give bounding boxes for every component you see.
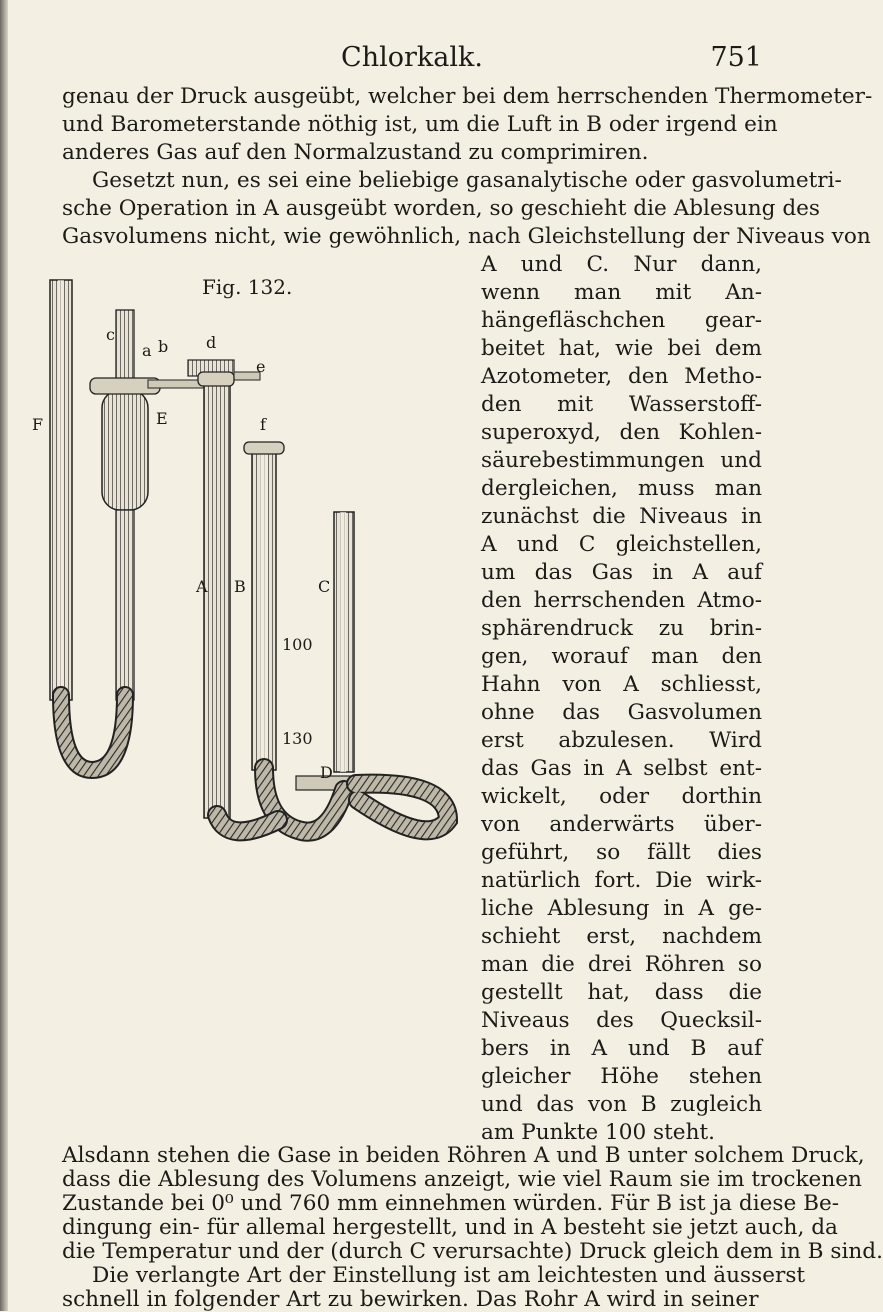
side-text-line: Hahn von A schliesst, [481,672,762,697]
label-f: f [260,415,266,434]
text-line: genau der Druck ausgeübt, welcher bei dem herrschenden Thermometer- [62,84,873,109]
label-A: A [196,577,208,596]
side-text-line: und das von B zugleich [481,1092,762,1117]
side-text-line: den mit Wasserstoff- [481,392,762,417]
label-d: d [206,333,217,352]
text-line: dingung ein- für allemal hergestellt, und in A besteht sie jetzt auch, da [62,1215,838,1240]
tube-E [90,310,160,700]
text-line: Die verlangte Art der Einstellung ist am leichtesten und äusserst [92,1263,806,1288]
side-text-line: gleicher Höhe stehen [481,1064,762,1089]
page-number: 751 [710,42,762,73]
tube-C [334,512,354,772]
figure-caption: Fig. 132. [202,275,293,299]
page-header [62,40,762,80]
tube-F [50,280,72,700]
label-a: a [142,341,152,360]
label-B: B [234,577,246,596]
side-text-line: liche Ablesung in A ge- [481,896,762,921]
side-text-line: A und C. Nur dann, [481,252,762,277]
text-line: sche Operation in A ausgeübt worden, so geschieht die Ablesung des [62,196,821,221]
side-text-line: am Punkte 100 steht. [481,1120,716,1145]
side-text-line: Azotometer, den Metho- [481,364,762,389]
side-text-line: wenn man mit An- [481,280,762,305]
side-text-line: säurebestimmungen und [481,448,762,473]
text-line: Zustande bei 0⁰ und 760 mm einnehmen würden. Für B ist ja diese Be- [62,1191,840,1216]
label-E: E [156,409,168,428]
text-line: Gesetzt nun, es sei eine beliebige gasanalytische oder gasvolumetri- [92,168,842,193]
side-text-line: man die drei Röhren so [481,952,762,977]
side-text-line: von anderwärts über- [481,812,762,837]
side-text-line: gestellt hat, dass die [481,980,762,1005]
side-text-line: Niveaus des Quecksil- [481,1008,762,1033]
label-e: e [256,357,266,376]
side-text-line: ohne das Gasvolumen [481,700,762,725]
side-text-line: superoxyd, den Kohlen- [481,420,762,445]
side-text-line: schieht erst, nachdem [481,924,762,949]
text-line: anderes Gas auf den Normalzustand zu comprimiren. [62,140,649,165]
side-text-line: hängefläschchen gear- [481,308,762,333]
label-130: 130 [282,729,313,748]
page-edge [0,0,8,1311]
side-text-line: dergleichen, muss man [481,476,762,501]
side-text-line: um das Gas in A auf [481,560,762,585]
text-line: die Temperatur und der (durch C verursachte) Druck gleich dem in B sind. [62,1239,883,1264]
label-c: c [106,325,115,344]
side-text-line: bers in A und B auf [481,1036,762,1061]
side-text-line: beitet hat, wie bei dem [481,336,762,361]
label-b: b [158,337,169,356]
side-text-line: sphärendruck zu brin- [481,616,762,641]
side-text-line: gen, worauf man den [481,644,762,669]
side-text-line: wickelt, oder dorthin [481,784,762,809]
label-C: C [318,577,331,596]
text-line: dass die Ablesung des Volumens anzeigt, wie viel Raum sie im trockenen [62,1167,862,1192]
text-line: Alsdann stehen die Gase in beiden Röhren A und B unter solchem Druck, [62,1143,865,1168]
side-text-line: geführt, so fällt dies [481,840,762,865]
side-text-line: erst abzulesen. Wird [481,728,762,753]
label-D: D [320,763,333,782]
text-line: und Barometerstande nöthig ist, um die Luft in B oder irgend ein [62,112,778,137]
apparatus-figure [28,300,468,840]
side-text-line: zunächst die Niveaus in [481,504,762,529]
running-title: Chlorkalk. [341,42,483,73]
side-text-line: den herrschenden Atmo- [481,588,762,613]
side-text-line: natürlich fort. Die wirk- [481,868,762,893]
label-100: 100 [282,635,313,654]
side-text-line: A und C gleichstellen, [481,532,762,557]
label-F: F [32,415,44,434]
tube-B [244,442,284,770]
text-line: schnell in folgender Art zu bewirken. Das Rohr A wird in seiner [62,1287,759,1312]
text-line: Gasvolumens nicht, wie gewöhnlich, nach Gleichstellung der Niveaus von [62,224,871,249]
side-text-line: das Gas in A selbst ent- [481,756,762,781]
